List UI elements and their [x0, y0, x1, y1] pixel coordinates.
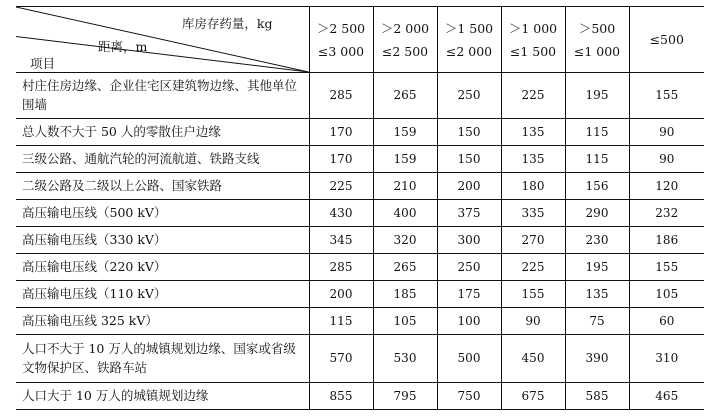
cell-value: 105	[629, 280, 704, 307]
table-row	[16, 280, 704, 307]
cell-value: 585	[565, 382, 629, 409]
cell-value: 120	[629, 172, 704, 199]
cell-value: 90	[629, 118, 704, 145]
cell-value: 225	[501, 73, 565, 119]
cell-value: 500	[437, 335, 501, 383]
table-row	[16, 118, 704, 145]
cell-value: 855	[309, 382, 373, 409]
cell-value: 300	[437, 226, 501, 253]
row-item-label: 高压输电压线（500 kV）	[16, 199, 309, 226]
cell-value: 170	[309, 145, 373, 172]
cell-value: 90	[501, 307, 565, 334]
row-item-label: 高压输电压线（110 kV）	[16, 280, 309, 307]
col-header-4-bottom: ≤1 500	[509, 43, 557, 59]
cell-value: 320	[373, 226, 437, 253]
cell-value: 250	[437, 253, 501, 280]
table-row	[16, 307, 704, 334]
cell-value: 310	[629, 335, 704, 383]
table-row	[16, 226, 704, 253]
cell-value: 400	[373, 199, 437, 226]
row-item-label: 人口大于 10 万人的城镇规划边缘	[16, 382, 309, 409]
col-header-4	[501, 7, 565, 73]
cell-value: 100	[437, 307, 501, 334]
cell-value: 135	[501, 145, 565, 172]
cell-value: 285	[309, 253, 373, 280]
cell-value: 115	[565, 145, 629, 172]
cell-value: 60	[629, 307, 704, 334]
table-row	[16, 145, 704, 172]
col-header-2-top: ＞2 000	[380, 20, 430, 36]
row-item-label: 高压输电压线 325 kV）	[16, 307, 309, 334]
row-item-label: 高压输电压线（330 kV）	[16, 226, 309, 253]
col-header-3-bottom: ≤2 000	[445, 43, 493, 59]
cell-value: 135	[501, 118, 565, 145]
cell-value: 450	[501, 335, 565, 383]
cell-value: 180	[501, 172, 565, 199]
table-row	[16, 382, 704, 409]
cell-value: 155	[629, 73, 704, 119]
diag-label-distance: 距离，m	[98, 39, 148, 54]
col-header-3-top: ＞1 500	[444, 20, 494, 36]
cell-value: 115	[565, 118, 629, 145]
cell-value: 156	[565, 172, 629, 199]
row-item-label: 总人数不大于 50 人的零散住户边缘	[16, 118, 309, 145]
cell-value: 170	[309, 118, 373, 145]
col-header-2	[373, 7, 437, 73]
cell-value: 430	[309, 199, 373, 226]
cell-value: 225	[309, 172, 373, 199]
cell-value: 675	[501, 382, 565, 409]
header-row	[16, 7, 704, 73]
cell-value: 232	[629, 199, 704, 226]
row-item-label: 人口不大于 10 万人的城镇规划边缘、国家或省级文物保护区、铁路车站	[16, 335, 309, 383]
cell-value: 150	[437, 118, 501, 145]
cell-value: 465	[629, 382, 704, 409]
diag-label-storage: 库房存药量，kg	[181, 16, 273, 31]
cell-value: 570	[309, 335, 373, 383]
cell-value: 375	[437, 199, 501, 226]
col-header-4-top: ＞1 000	[508, 20, 558, 36]
row-item-label: 三级公路、通航汽轮的河流航道、铁路支线	[16, 145, 309, 172]
table-row	[16, 172, 704, 199]
diag-label-item: 项目	[30, 56, 56, 71]
row-item-label: 村庄住房边缘、企业住宅区建筑物边缘、其他单位围墙	[16, 73, 309, 119]
cell-value: 115	[309, 307, 373, 334]
table-row	[16, 253, 704, 280]
col-header-6-bottom: ≤500	[649, 32, 684, 47]
cell-value: 250	[437, 73, 501, 119]
distance-table	[16, 6, 704, 410]
cell-value: 285	[309, 73, 373, 119]
cell-value: 335	[501, 199, 565, 226]
cell-value: 200	[437, 172, 501, 199]
row-item-label: 二级公路及二级以上公路、国家铁路	[16, 172, 309, 199]
cell-value: 159	[373, 145, 437, 172]
table-row	[16, 73, 704, 119]
cell-value: 155	[629, 253, 704, 280]
cell-value: 390	[565, 335, 629, 383]
col-header-2-bottom: ≤2 500	[381, 43, 429, 59]
cell-value: 186	[629, 226, 704, 253]
cell-value: 290	[565, 199, 629, 226]
cell-value: 270	[501, 226, 565, 253]
row-item-label: 高压输电压线（220 kV）	[16, 253, 309, 280]
col-header-5	[565, 7, 629, 73]
col-header-1-bottom: ≤3 000	[317, 43, 365, 59]
cell-value: 105	[373, 307, 437, 334]
cell-value: 265	[373, 253, 437, 280]
col-header-6	[629, 7, 704, 73]
cell-value: 265	[373, 73, 437, 119]
cell-value: 225	[501, 253, 565, 280]
col-header-3	[437, 7, 501, 73]
col-header-1-top: ＞2 500	[316, 20, 366, 36]
table-row	[16, 335, 704, 383]
cell-value: 150	[437, 145, 501, 172]
table-row	[16, 199, 704, 226]
col-header-5-top: ＞500	[578, 20, 616, 36]
col-header-1	[309, 7, 373, 73]
cell-value: 530	[373, 335, 437, 383]
cell-value: 75	[565, 307, 629, 334]
cell-value: 90	[629, 145, 704, 172]
cell-value: 345	[309, 226, 373, 253]
col-header-5-bottom: ≤1 000	[573, 43, 621, 59]
cell-value: 750	[437, 382, 501, 409]
cell-value: 795	[373, 382, 437, 409]
diagonal-header-cell	[16, 7, 309, 73]
cell-value: 210	[373, 172, 437, 199]
cell-value: 159	[373, 118, 437, 145]
cell-value: 195	[565, 253, 629, 280]
cell-value: 155	[501, 280, 565, 307]
cell-value: 195	[565, 73, 629, 119]
cell-value: 200	[309, 280, 373, 307]
cell-value: 230	[565, 226, 629, 253]
cell-value: 175	[437, 280, 501, 307]
cell-value: 135	[565, 280, 629, 307]
cell-value: 185	[373, 280, 437, 307]
